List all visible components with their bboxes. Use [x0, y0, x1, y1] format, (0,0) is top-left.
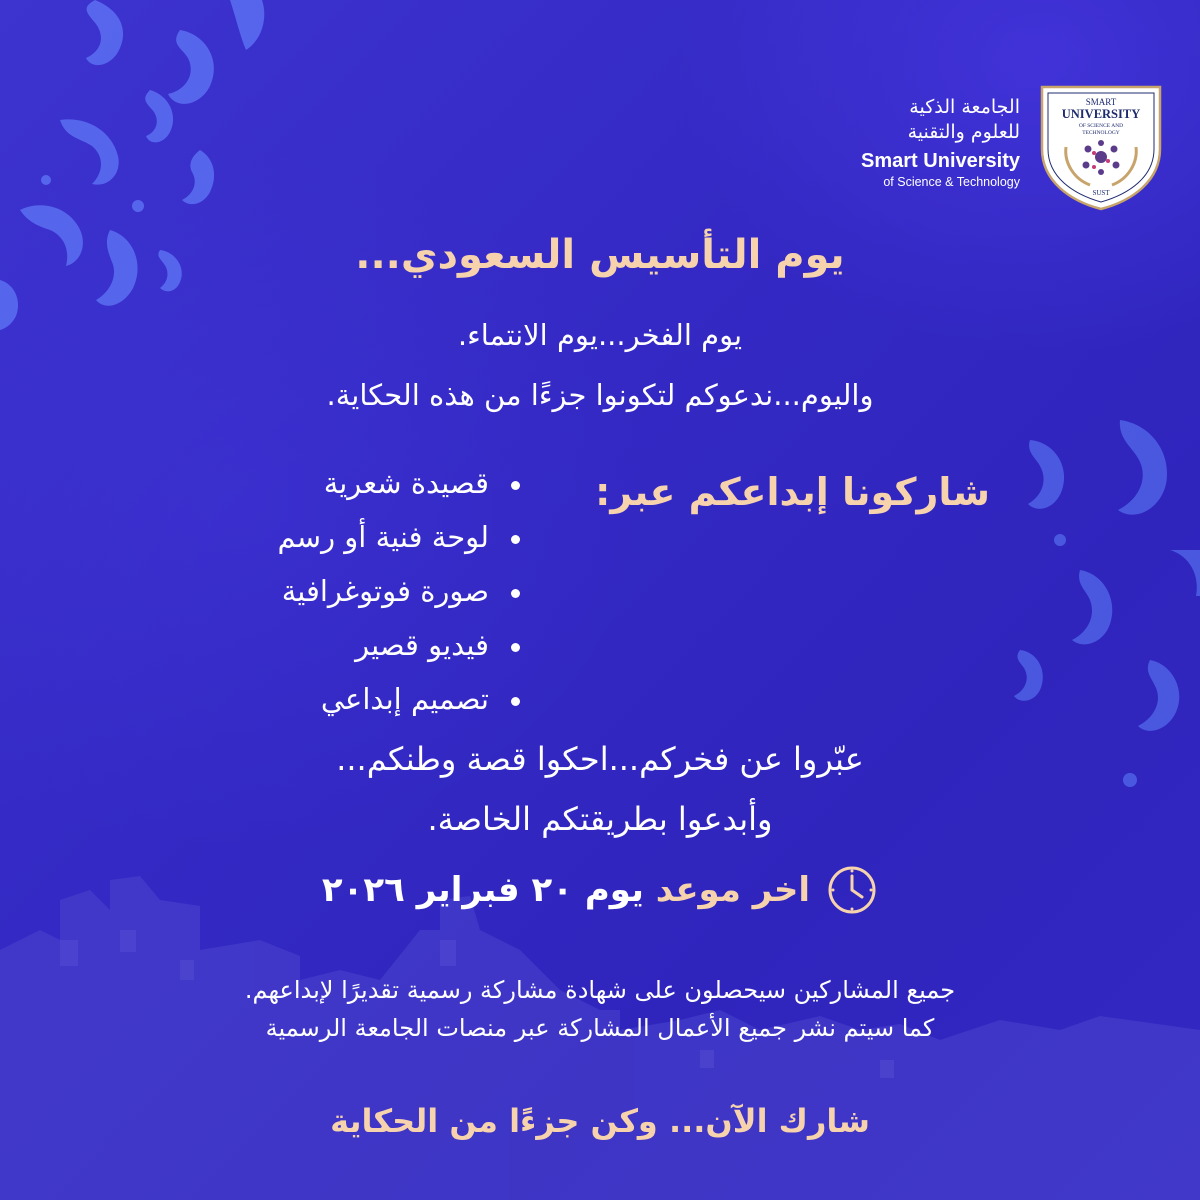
bullet-icon	[511, 643, 520, 652]
university-logo-text	[780, 94, 1020, 190]
expression-line2: وأبدعوا بطريقتكم الخاصة.	[427, 800, 773, 838]
deadline-text	[322, 870, 810, 910]
list-item	[150, 512, 520, 566]
list-item	[150, 620, 520, 674]
deadline-row	[160, 862, 1040, 918]
share-label: شاركونا إبداعكم عبر:	[595, 470, 990, 514]
subtitle-line1: يوم الفخر...يوم الانتماء.	[457, 318, 743, 352]
bullet-icon	[511, 481, 520, 490]
page-title: يوم التأسيس السعودي...	[355, 232, 845, 278]
list-item	[150, 566, 520, 620]
seal-sub-text-2: TECHNOLOGY	[1082, 130, 1120, 136]
deadline-label: اخر موعد	[655, 870, 811, 910]
category-list	[150, 458, 520, 728]
category-label: فيديو قصير	[355, 628, 489, 662]
decorative-calligraphy-left	[0, 0, 300, 360]
certificate-line1: جميع المشاركين سيحصلون على شهادة مشاركة رسمية تقديرًا لإبداعهم.	[244, 976, 956, 1004]
university-seal-icon	[1030, 83, 1172, 211]
seal-bottom-text: SUST	[1092, 189, 1110, 197]
category-label: تصميم إبداعي	[320, 682, 489, 716]
list-item	[150, 458, 520, 512]
bullet-icon	[511, 535, 520, 544]
subtitle-line2: واليوم...ندعوكم لتكونوا جزءًا من هذه الحكاية.	[326, 378, 874, 412]
logo-arabic-line1: الجامعة الذكية	[909, 96, 1020, 118]
seal-main-text: UNIVERSITY	[1061, 107, 1141, 121]
logo-english-line2: of Science & Technology	[883, 175, 1020, 189]
list-item	[150, 674, 520, 728]
seal-sub-text-1: OF SCIENCE AND	[1078, 123, 1124, 129]
call-to-action: شارك الآن... وكن جزءًا من الحكاية	[330, 1102, 870, 1140]
seal-top-text: SMART	[1085, 97, 1117, 107]
bullet-icon	[511, 697, 520, 706]
logo-arabic-line2: للعلوم والتقنية	[907, 121, 1020, 143]
deadline-date: يوم ٢٠ فبراير ٢٠٢٦	[321, 870, 644, 910]
clock-icon	[826, 864, 878, 916]
logo-english-line1: Smart University	[861, 150, 1020, 172]
category-label: قصيدة شعرية	[323, 466, 489, 500]
expression-line1: عبّروا عن فخركم...احكوا قصة وطنكم...	[336, 740, 864, 778]
certificate-line2: كما سيتم نشر جميع الأعمال المشاركة عبر منصات الجامعة الرسمية	[265, 1014, 935, 1042]
category-label: صورة فوتوغرافية	[281, 574, 489, 608]
bullet-icon	[511, 589, 520, 598]
category-label: لوحة فنية أو رسم	[277, 520, 489, 554]
